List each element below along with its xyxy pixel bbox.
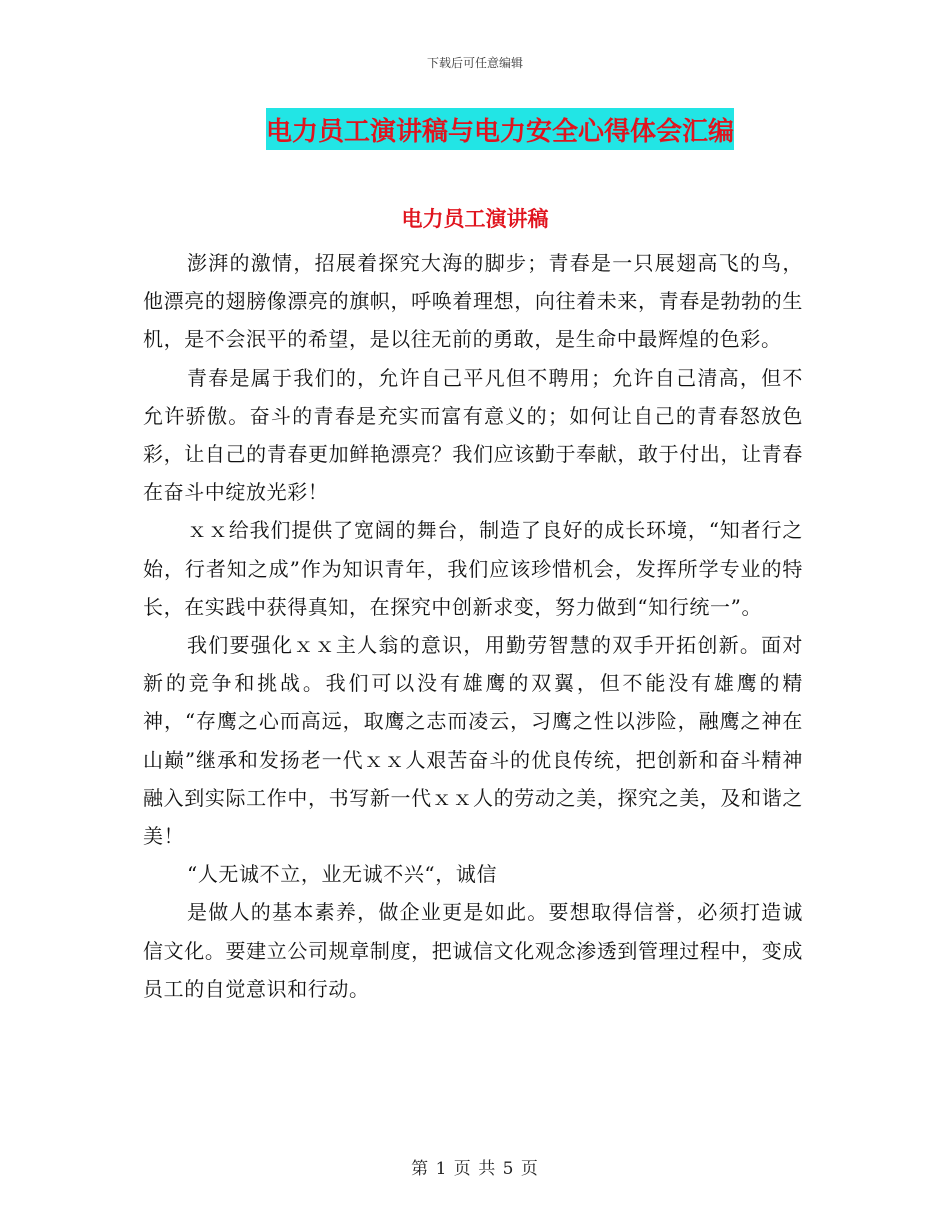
header-note: 下载后可任意编辑 xyxy=(426,56,523,70)
paragraph: “人无诚不立，业无诚不兴“，诚信 xyxy=(187,862,498,887)
paragraph: ｘｘ给我们提供了宽阔的舞台，制造了良好的成长环境，“知者行之始，行者知之成”作为知识青年，我们应该珍惜机会，发挥所学专业的特长，在实践中获得真知，在探究中创新求变，努力做到“知行统一”。 xyxy=(143,518,803,619)
page-footer: 第 1 页 共 5 页 xyxy=(411,1159,539,1179)
paragraph: 我们要强化ｘｘ主人翁的意识，用勤劳智慧的双手开拓创新。面对新的竞争和挑战。我们可以没有雄鹰的双翼，但不能没有雄鹰的精神，“存鹰之心而高远，取鹰之志而凌云，习鹰之性以涉险，融鹰之神在山巅”继承和发扬老一代ｘｘ人艰苦奋斗的优良传统，把创新和奋斗精神融入到实际工作中，书写新一代ｘｘ人的劳动之美，探究之美，及和谐之美！ xyxy=(143,633,803,849)
paragraph: 青春是属于我们的，允许自己平凡但不聘用；允许自己清高，但不允许骄傲。奋斗的青春是充实而富有意义的；如何让自己的青春怒放色彩，让自己的青春更加鲜艳漂亮？我们应该勤于奉献，敢于付出，让青春在奋斗中绽放光彩！ xyxy=(143,365,803,505)
document-body xyxy=(143,244,803,1008)
section-title: 电力员工演讲稿 xyxy=(401,207,549,231)
document-title-text: 电力员工演讲稿与电力安全心得体会汇编 xyxy=(266,108,734,150)
paragraph: 是做人的基本素养，做企业更是如此。要想取得信誉，必须打造诚信文化。要建立公司规章制度，把诚信文化观念渗透到管理过程中，变成员工的自觉意识和行动。 xyxy=(143,900,803,1001)
paragraph: 澎湃的激情，招展着探究大海的脚步；青春是一只展翅高飞的鸟，他漂亮的翅膀像漂亮的旗帜，呼唤着理想，向往着未来，青春是勃勃的生机，是不会泯平的希望，是以往无前的勇敢，是生命中最辉煌的色彩。 xyxy=(143,251,803,352)
document-title xyxy=(0,108,950,150)
